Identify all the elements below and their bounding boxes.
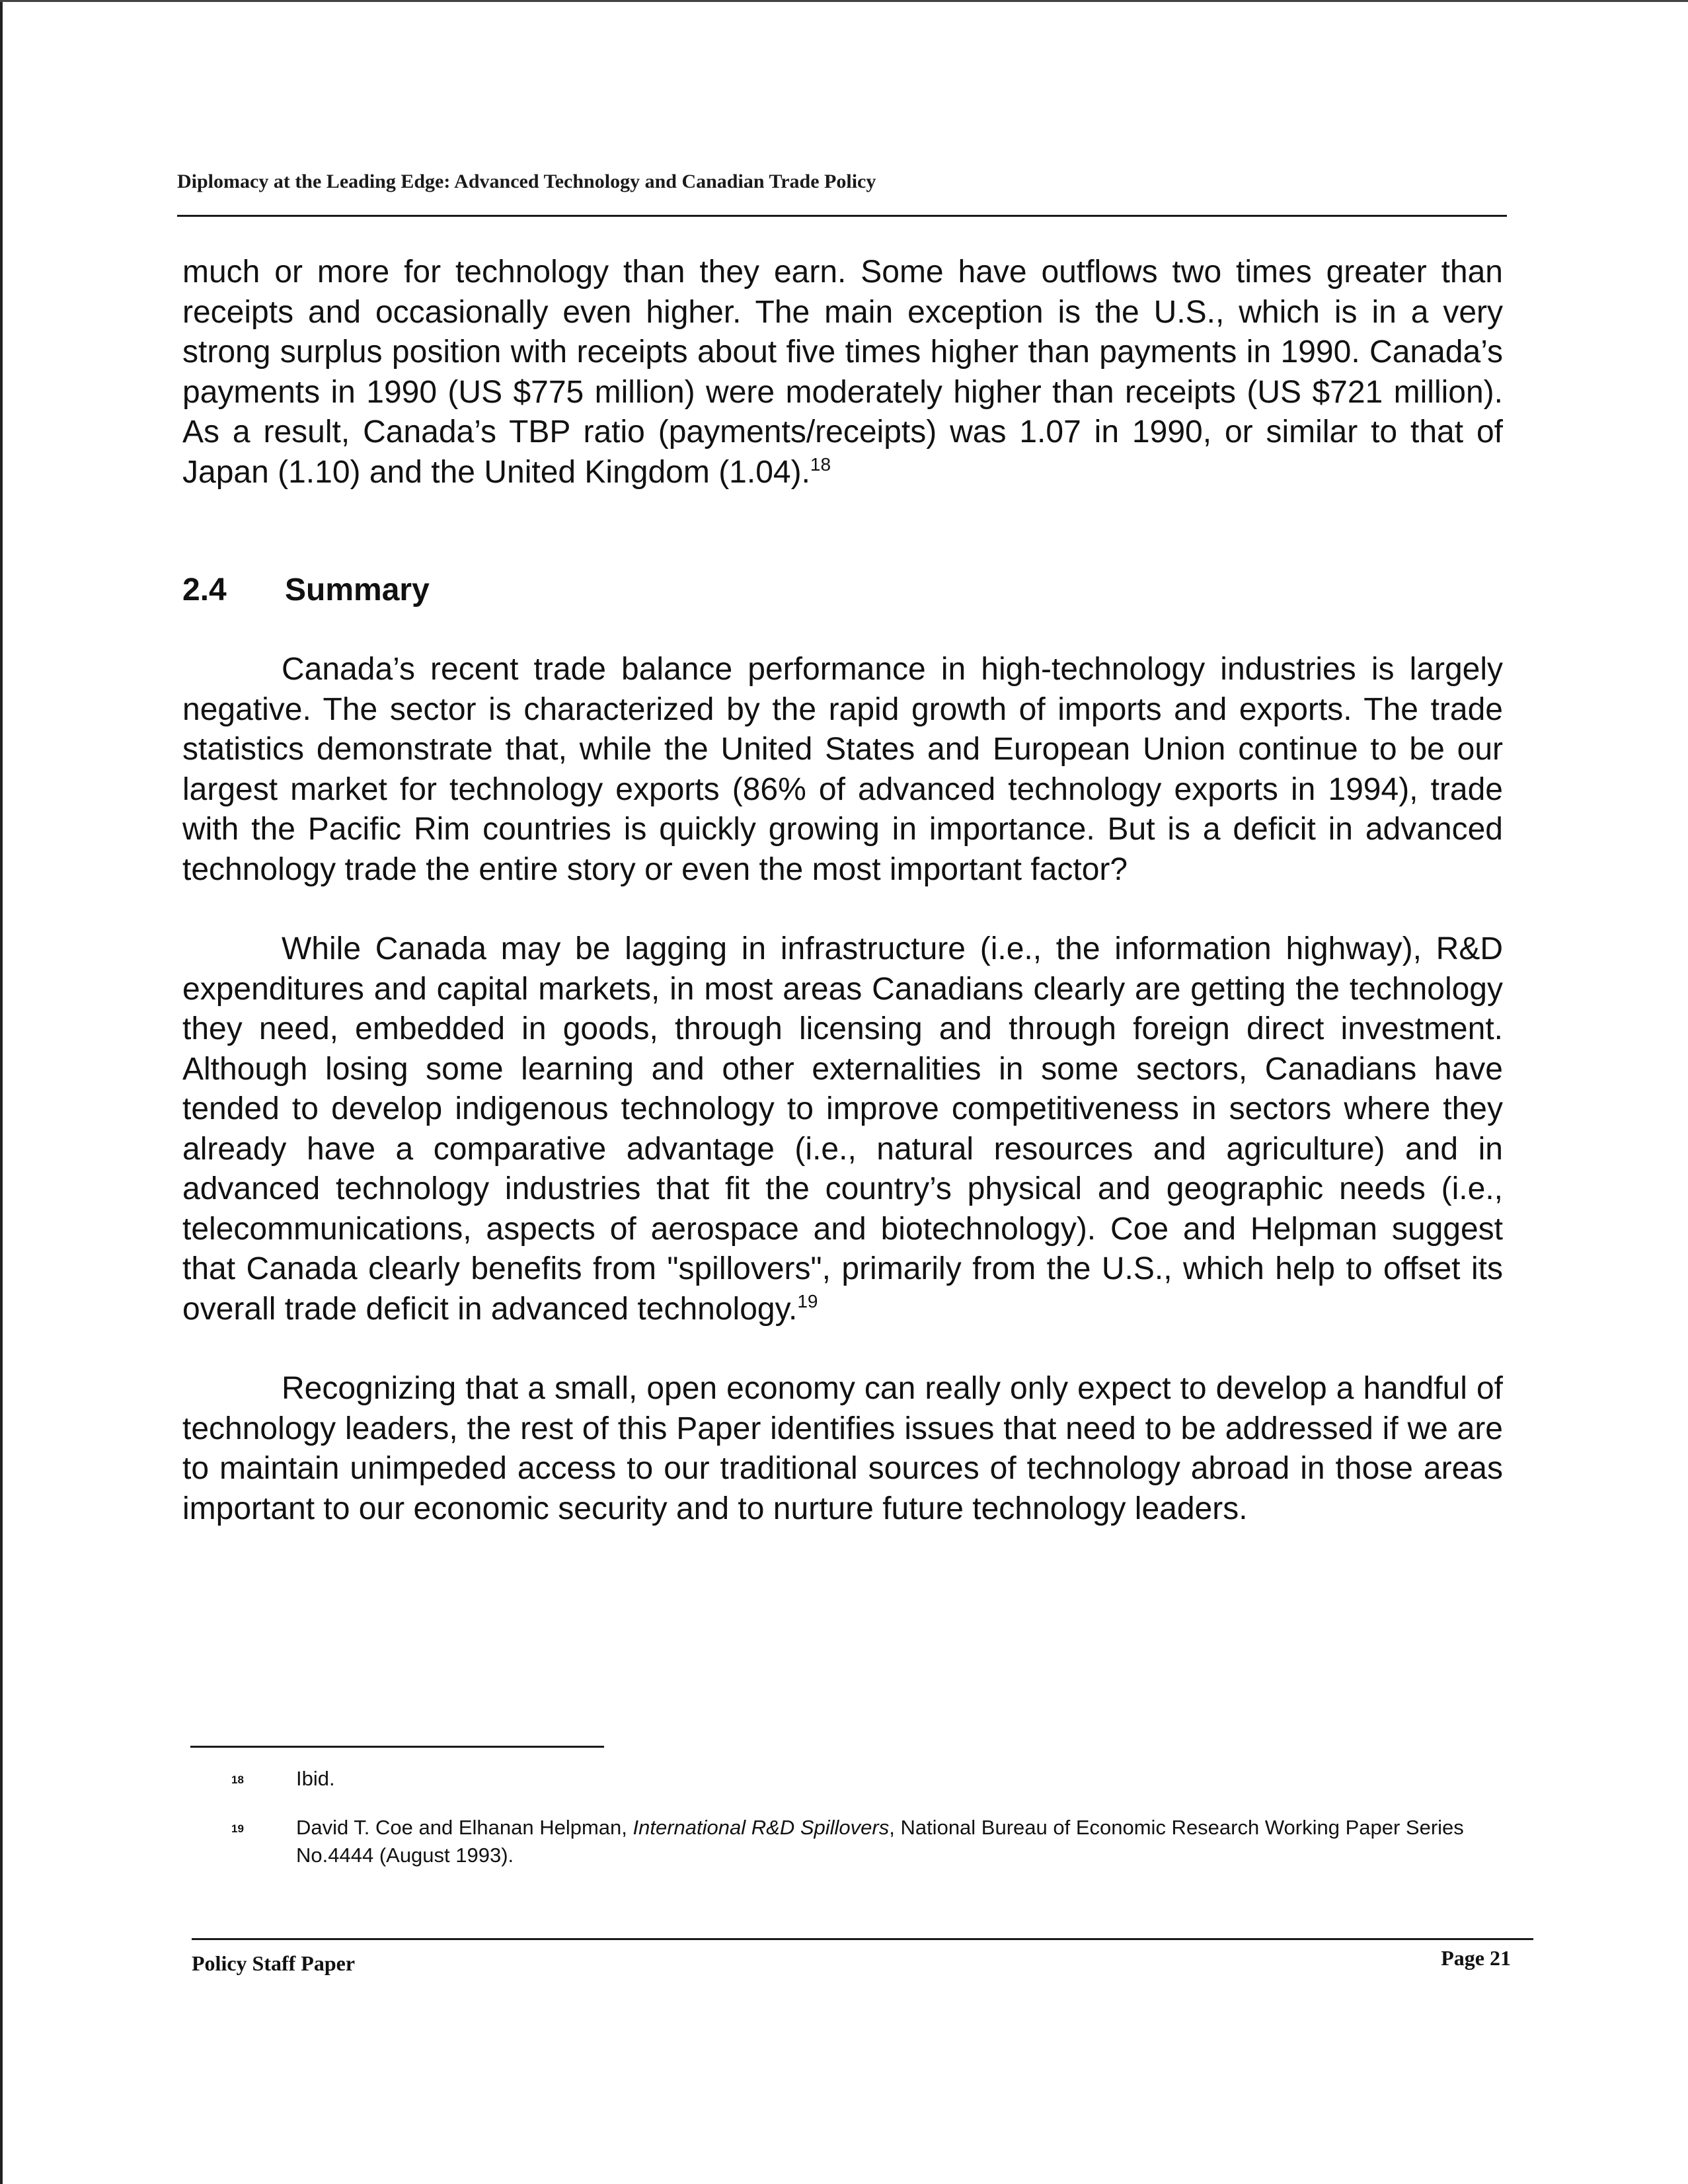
paragraph-2 [182, 929, 1503, 1329]
paragraph-3: Recognizing that a small, open economy can really only expect to develop a handful of technology leaders, the rest of this Paper identifies issues that need to be addressed if we are to maintain unimpeded access to our traditional sources of technology abroad in those areas important to our economic security and to nurture future technology leaders. [182, 1371, 1503, 1526]
header-rule [177, 215, 1507, 217]
running-header: Diplomacy at the Leading Edge: Advanced Technology and Canadian Trade Policy [177, 171, 876, 192]
scan-edge-top [0, 0, 1688, 2]
footnote-number: 18 [231, 1774, 244, 1786]
page-number: Page 21 [1441, 1946, 1511, 1970]
section-heading [182, 570, 1503, 610]
footer-series: Policy Staff Paper [192, 1951, 356, 1975]
footnotes [231, 1765, 1494, 1889]
footnote-rule [190, 1746, 604, 1748]
paragraph-2-text: While Canada may be lagging in infrastructure (i.e., the information highway), R&D expenditures and capital markets, in most areas Canadians clearly are getting the technology they need, embedded in goods, through licensing and through foreign direct investment. Although losing some learning and other externalities in some sectors, Canadians have tended to develop indigenous technology to improve competitiveness in sectors where they already have a comparative advantage (i.e., natural resources and agriculture) and in advanced technology industries that fit the country’s physical and geographic needs (i.e., telecommunications, aspects of aerospace and biotechnology). Coe and Helpman suggest that Canada clearly benefits from "spillovers", primarily from the U.S., which help to offset its overall trade deficit in advanced technology. [182, 931, 1503, 1327]
footnote-authors: David T. Coe and Elhanan Helpman, [296, 1816, 633, 1839]
footnote-text [296, 1814, 1494, 1869]
footnote-ref-19: 19 [797, 1290, 818, 1311]
footnote-ref-18: 18 [810, 453, 831, 475]
spacer [182, 492, 1503, 570]
paragraph-1: Canada’s recent trade balance performance in high-technology industries is largely negative. The sector is characterized by the rapid growth of imports and exports. The trade statistics demonstrate that, while the United States and European Union continue to be our largest market for technology exports (86% of advanced technology exports in 1994), trade with the Pacific Rim countries is quickly growing in importance. But is a deficit in advanced technology trade the entire story or even the most important factor? [182, 652, 1503, 887]
spacer [182, 1329, 1503, 1369]
paragraph-continued-text: much or more for technology than they earn. Some have outflows two times greater than receipts and occasionally even higher. The main exception is the U.S., which is in a very strong surplus position with receipts about five times higher than payments in 1990. Canada’s payments in 1990 (US $775 million) were moderately higher than receipts (US $721 million). As a result, Canada’s TBP ratio (payments/receipts) was 1.07 in 1990, or similar to that of Japan (1.10) and the United Kingdom (1.04). [182, 254, 1503, 490]
footnote-19 [231, 1814, 1494, 1869]
spacer [182, 890, 1503, 929]
footnote-number: 19 [231, 1822, 244, 1835]
section-title: Summary [285, 572, 430, 607]
footnote-18 [231, 1765, 1494, 1794]
section-number: 2.4 [182, 572, 227, 607]
scan-edge-left [0, 0, 3, 2184]
footer-rule [192, 1938, 1533, 1940]
paragraph-continued [182, 253, 1503, 492]
footnote-text: Ibid. [296, 1767, 335, 1790]
footnote-work-title: International R&D Spillovers [633, 1816, 890, 1839]
body-text [182, 253, 1503, 1529]
footnote-publication: , National Bureau of Economic Research Working Paper Series No.4444 (August 1993). [296, 1816, 1464, 1867]
